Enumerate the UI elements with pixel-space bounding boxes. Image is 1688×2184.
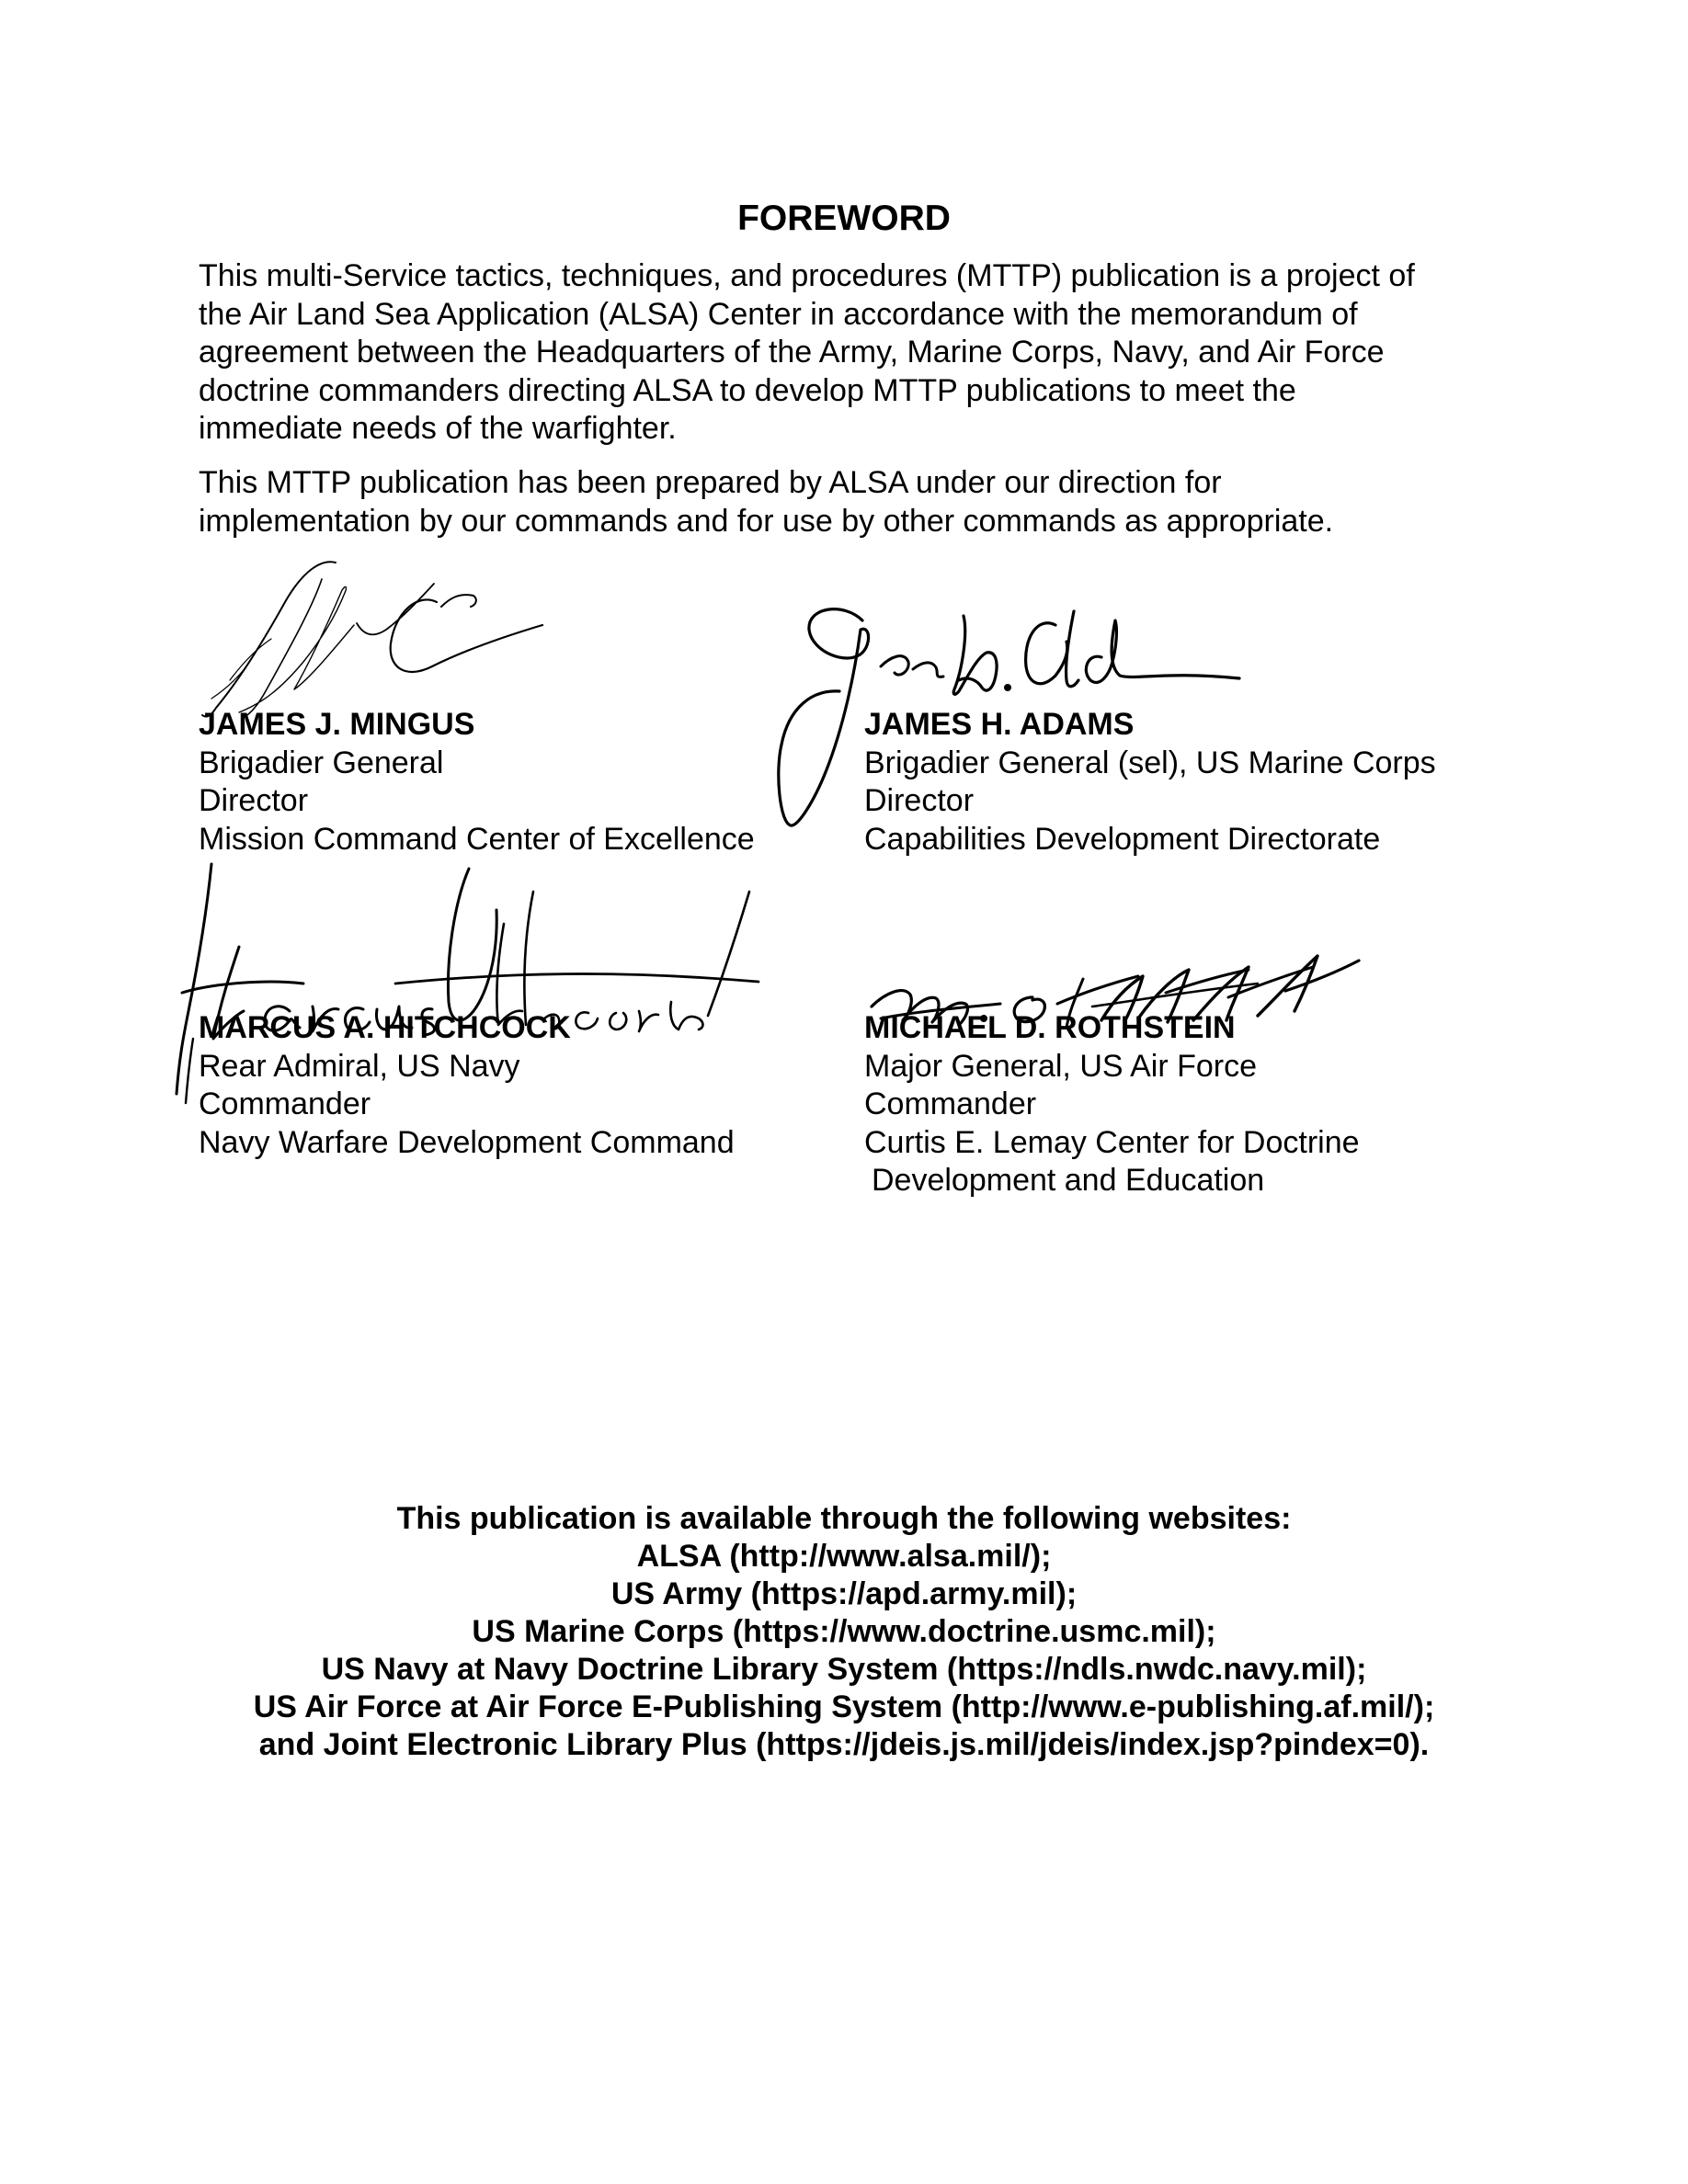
signatory-role: Commander (864, 1086, 1037, 1121)
signatory-rank: Brigadier General (199, 745, 444, 780)
signatory-rank: Brigadier General (sel), US Marine Corps (864, 745, 1436, 780)
foreword-paragraph-2 (199, 464, 1504, 540)
paragraph-line: immediate needs of the warfighter. (199, 411, 677, 446)
paragraph-line: the Air Land Sea Application (ALSA) Center in accordance with the memorandum of (199, 296, 1358, 332)
signatory-name: MARCUS A. HITCHCOCK (199, 1010, 571, 1045)
paragraph-line: implementation by our commands and for use by other commands as appropriate. (199, 503, 1334, 539)
website-line: US Air Force at Air Force E-Publishing System (http://www.e-publishing.af.mil/); (253, 1689, 1435, 1724)
paragraph-line: This MTTP publication has been prepared by ALSA under our direction for (199, 465, 1222, 500)
signatory-rank: Major General, US Air Force (864, 1048, 1258, 1084)
paragraph-line: agreement between the Headquarters of the Army, Marine Corps, Navy, and Air Force (199, 335, 1385, 370)
signatory-organization-continued: Development and Education (872, 1163, 1265, 1198)
website-line: and Joint Electronic Library Plus (https://jdeis.js.mil/jdeis/index.jsp?pindex=0). (258, 1727, 1430, 1762)
signature-block-hitchcock (199, 1009, 735, 1162)
signatory-organization: Curtis E. Lemay Center for Doctrine (864, 1124, 1360, 1160)
signatory-name: JAMES H. ADAMS (864, 707, 1135, 742)
signature-block-rothstein (864, 1009, 1360, 1200)
signature-mingus (175, 552, 561, 726)
signature-block-adams (864, 706, 1436, 859)
signatory-rank: Rear Admiral, US Navy (199, 1048, 520, 1084)
signatory-organization: Capabilities Development Directorate (864, 821, 1381, 857)
paragraph-line: This multi-Service tactics, techniques, and procedures (MTTP) publication is a project of (199, 258, 1415, 293)
website-line: US Navy at Navy Doctrine Library System (https://ndls.nwdc.navy.mil); (321, 1652, 1367, 1687)
paragraph-line: doctrine commanders directing ALSA to develop MTTP publications to meet the (199, 372, 1296, 408)
signatory-organization: Navy Warfare Development Command (199, 1124, 735, 1160)
websites-heading: This publication is available through the following websites: (396, 1501, 1292, 1536)
website-line: US Marine Corps (https://www.doctrine.usmc.mil); (472, 1614, 1216, 1649)
foreword-title: FOREWORD (737, 199, 951, 238)
availability-websites (0, 1500, 1688, 1764)
website-line: ALSA (http://www.alsa.mil/); (636, 1539, 1052, 1574)
website-line: US Army (https://apd.army.mil); (610, 1576, 1078, 1611)
foreword-paragraph-1 (199, 257, 1504, 449)
signatory-organization: Mission Command Center of Excellence (199, 821, 755, 857)
signatory-role: Director (199, 783, 309, 818)
signatory-role: Director (864, 783, 975, 818)
signatory-name: MICHAEL D. ROTHSTEIN (864, 1010, 1236, 1045)
signatory-name: JAMES J. MINGUS (199, 707, 475, 742)
signature-block-mingus (199, 706, 755, 859)
signatory-role: Commander (199, 1086, 371, 1121)
